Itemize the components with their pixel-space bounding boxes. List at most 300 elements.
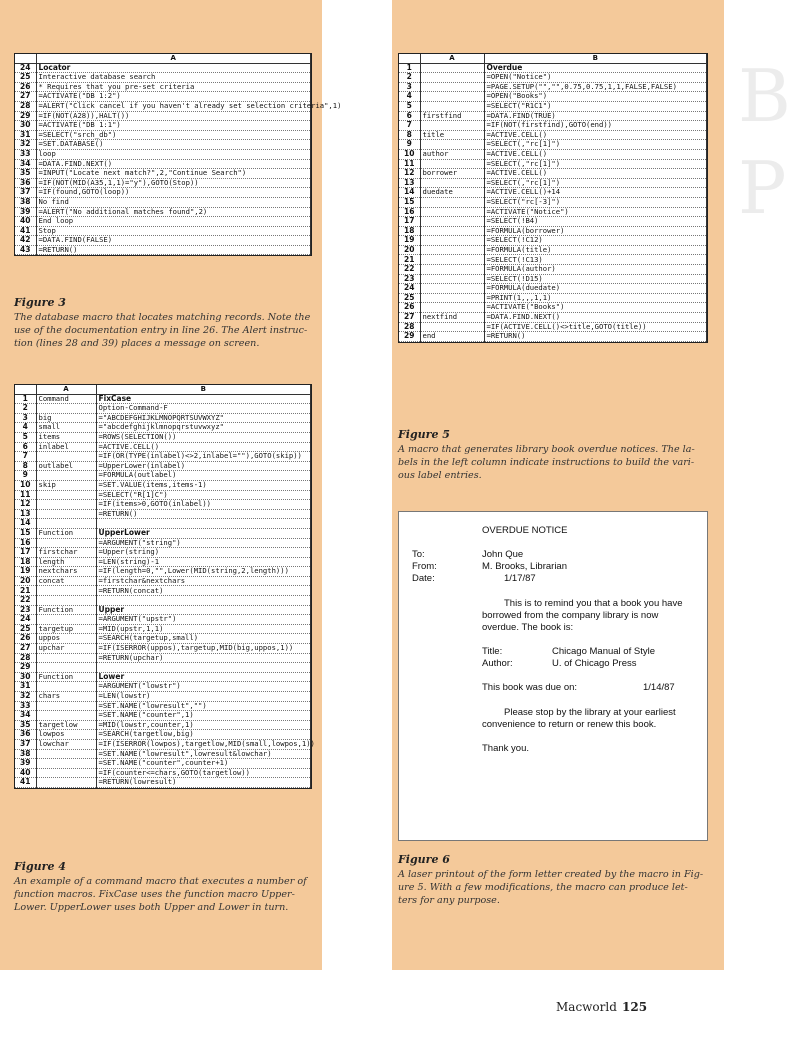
table-row [15,442,311,452]
table-row [15,111,311,121]
label-cell [36,663,96,673]
formula-cell: =FORMULA(title) [484,245,707,255]
formula-cell: =SELECT(,"rc[1]") [484,178,707,188]
row-number: 5 [15,432,36,442]
label-cell: author [420,149,484,159]
formula-cell: =SELECT(!B4) [484,217,707,227]
table-row [15,159,311,169]
row-number: 18 [15,557,36,567]
table-row [399,63,707,73]
label-cell: end [420,332,484,342]
row-number: 23 [399,274,420,284]
row-number: 30 [15,121,36,131]
table-row [15,739,311,749]
formula-cell: =DATA.FIND.NEXT() [36,159,311,169]
row-number: 7 [399,121,420,131]
formula-cell: ="ABCDEFGHIJKLMNOPQRTSUVWXYZ" [96,413,311,423]
row-number: 11 [399,159,420,169]
table-row [15,605,311,615]
formula-cell: =SELECT("srch_db") [36,130,311,140]
row-number: 27 [15,92,36,102]
table-row [399,178,707,188]
row-number: 31 [15,130,36,140]
label-cell [36,749,96,759]
table-row [15,130,311,140]
table-row [15,423,311,433]
formula-cell: =IF(ISERROR(uppos),targetup,MID(big,uppos,1)) [96,644,311,654]
row-number: 23 [15,605,36,615]
row-number: 37 [15,188,36,198]
formula-cell: =IF(NOT(A28)),HALT()) [36,111,311,121]
table-row [15,509,311,519]
label-cell [420,245,484,255]
row-number: 9 [399,140,420,150]
row-number: 28 [399,322,420,332]
label-cell [420,101,484,111]
label-cell: Command [36,394,96,404]
formula-cell: Interactive database search [36,73,311,83]
label-cell: length [36,557,96,567]
row-number: 6 [399,111,420,121]
table-row [15,682,311,692]
label-cell [420,274,484,284]
row-number: 20 [399,245,420,255]
table-row [15,490,311,500]
formula-cell: =SET.NAME("counter",1) [96,711,311,721]
row-number: 8 [15,461,36,471]
caption-line: The database macro that locates matching records. Note the [14,312,311,323]
row-number: 13 [399,178,420,188]
table-row [399,293,707,303]
caption-line: A macro that generates library book overdue notices. The la- [398,444,695,455]
row-number: 43 [15,245,36,255]
row-number: 8 [399,130,420,140]
column-header-a: A [36,54,311,63]
due-label: This book was due on: [482,682,578,693]
label-cell [420,197,484,207]
table-row [399,303,707,313]
formula-cell: UpperLower [96,528,311,538]
formula-cell: =SELECT(!D15) [484,274,707,284]
label-cell: nextchars [36,567,96,577]
formula-cell: =SEARCH(targetup,small) [96,634,311,644]
label-cell [36,759,96,769]
row-number: 10 [399,149,420,159]
column-header-b: B [484,54,707,63]
row-number: 18 [399,226,420,236]
table-row [15,178,311,188]
table-row [399,188,707,198]
table-row [15,236,311,246]
figure3-spreadsheet [14,53,342,256]
figure3-caption [14,311,314,350]
title-label: Title: [482,646,503,657]
table-row [399,82,707,92]
formula-cell: =ALERT("Click cancel if you haven't already set selection criteria",1) [36,101,311,111]
table-row [399,265,707,275]
label-cell: chars [36,692,96,702]
table-row [15,615,311,625]
figure5-spreadsheet [398,53,708,343]
table-row [399,236,707,246]
table-row [399,101,707,111]
formula-cell: =RETURN() [96,509,311,519]
formula-cell: =RETURN() [36,245,311,255]
formula-cell: =SELECT("R[1]C") [96,490,311,500]
formula-cell: =IF(items>0,GOTO(inlabel)) [96,500,311,510]
formula-cell: =UpperLower(inlabel) [96,461,311,471]
table-row [399,284,707,294]
label-cell [420,303,484,313]
row-number: 41 [15,778,36,788]
row-number: 40 [15,768,36,778]
formula-cell: =IF(NOT(firstfind),GOTO(end)) [484,121,707,131]
row-number: 20 [15,576,36,586]
label-cell: targetup [36,624,96,634]
row-number: 29 [399,332,420,342]
formula-cell: =PAGE.SETUP("","",0.75,0.75,1,1,FALSE,FALSE) [484,82,707,92]
formula-cell: =RETURN() [484,332,707,342]
label-cell [36,452,96,462]
formula-cell: =firstchar&nextchars [96,576,311,586]
formula-cell: =IF(found,GOTO(loop)) [36,188,311,198]
row-number: 19 [399,236,420,246]
caption-line: Lower. UpperLower uses both Upper and Lower in turn. [14,902,289,913]
formula-cell: =SELECT(!C13) [484,255,707,265]
due-value: 1/14/87 [643,682,675,693]
label-cell [36,586,96,596]
paragraph-line: convenience to return or renew this book. [482,719,657,730]
table-row [15,557,311,567]
table-row [15,768,311,778]
row-number: 25 [399,293,420,303]
formula-cell: =ACTIVE.CELL() [484,149,707,159]
table-row [15,480,311,490]
from-label: From: [412,561,437,572]
label-cell: lowpos [36,730,96,740]
table-row [15,720,311,730]
column-header-a: A [36,385,96,394]
formula-cell: =SEARCH(targetlow,big) [96,730,311,740]
column-header-b: B [96,385,311,394]
label-cell: concat [36,576,96,586]
row-number: 3 [399,82,420,92]
formula-cell: =RETURN(lowresult) [96,778,311,788]
row-number: 2 [399,73,420,83]
formula-cell: =LEN(string)-1 [96,557,311,567]
table-row [15,404,311,414]
row-number: 41 [15,226,36,236]
label-cell: lowchar [36,739,96,749]
label-cell: skip [36,480,96,490]
table-row [15,538,311,548]
table-row [399,226,707,236]
row-number: 36 [15,178,36,188]
label-cell [36,519,96,529]
formula-cell: Lower [96,672,311,682]
table-row [15,759,311,769]
row-number: 38 [15,749,36,759]
table-row [15,207,311,217]
row-number: 24 [399,284,420,294]
formula-cell: =DATA.FIND(FALSE) [36,236,311,246]
label-cell: nextfind [420,313,484,323]
label-cell [420,236,484,246]
formula-cell: =LEN(lowstr) [96,692,311,702]
row-number: 28 [15,101,36,111]
formula-cell: =IF(NOT(MID(A35,1,1)="y"),GOTO(Stop)) [36,178,311,188]
formula-cell: =DATA.FIND.NEXT() [484,313,707,323]
table-row [15,672,311,682]
caption-line: tion (lines 28 and 39) places a message on screen. [14,338,260,349]
row-number: 24 [15,615,36,625]
row-number: 6 [15,442,36,452]
author-label: Author: [482,658,513,669]
label-cell: firstchar [36,548,96,558]
table-row [15,413,311,423]
formula-cell: =SET.DATABASE() [36,140,311,150]
figure6-title: Figure 6 [398,853,450,866]
formula-cell: =SET.NAME("counter",counter+1) [96,759,311,769]
figure4-spreadsheet [14,384,315,789]
table-row [15,567,311,577]
label-cell: small [36,423,96,433]
corner-cell [15,54,36,63]
formula-cell: =MID(upstr,1,1) [96,624,311,634]
label-cell [420,226,484,236]
table-row [15,188,311,198]
ghost-letters: B P [738,54,791,230]
row-number: 24 [15,63,36,73]
figure5-caption [398,443,716,482]
formula-cell: =ARGUMENT("lowstr") [96,682,311,692]
caption-line: function macros. FixCase uses the function macro Upper- [14,889,295,900]
table-row [15,92,311,102]
date-value: 1/17/87 [504,573,536,584]
label-cell: inlabel [36,442,96,452]
to-label: To: [412,549,425,560]
formula-cell: Overdue [484,63,707,73]
table-row [15,586,311,596]
row-number: 1 [15,394,36,404]
formula-cell: =ACTIVATE("DB 1:2") [36,92,311,102]
figure4-title: Figure 4 [14,860,66,873]
formula-cell: =FORMULA(outlabel) [96,471,311,481]
label-cell [420,255,484,265]
row-number: 35 [15,169,36,179]
table-row [399,274,707,284]
caption-line: ters for any purpose. [398,895,500,906]
label-cell [420,178,484,188]
formula-cell: =SELECT(!C12) [484,236,707,246]
row-number: 15 [399,197,420,207]
formula-cell: =IF(length=0,"",Lower(MID(string,2,length))) [96,567,311,577]
formula-cell: =ACTIVE.CELL()+14 [484,188,707,198]
formula-cell: =ACTIVE.CELL() [484,130,707,140]
table-row [15,711,311,721]
label-cell [36,682,96,692]
row-number: 42 [15,236,36,246]
label-cell [420,284,484,294]
table-row [15,778,311,788]
closing: Thank you. [482,743,529,754]
label-cell [36,615,96,625]
formula-cell: =OPEN("Notice") [484,73,707,83]
table-row [399,121,707,131]
row-number: 33 [15,149,36,159]
table-row [15,701,311,711]
formula-cell: =DATA.FIND(TRUE) [484,111,707,121]
label-cell [36,653,96,663]
formula-cell [96,596,311,606]
row-number: 39 [15,759,36,769]
row-number: 36 [15,730,36,740]
row-number: 16 [399,207,420,217]
row-number: 34 [15,711,36,721]
row-number: 17 [399,217,420,227]
table-row [399,169,707,179]
formula-cell: =Upper(string) [96,548,311,558]
figure6-caption [398,868,716,907]
caption-line: An example of a command macro that executes a number of [14,876,307,887]
label-cell: big [36,413,96,423]
row-number: 15 [15,528,36,538]
label-cell [36,768,96,778]
row-number: 4 [399,92,420,102]
row-number: 12 [15,500,36,510]
row-number: 26 [15,634,36,644]
table-row [15,500,311,510]
row-number: 29 [15,663,36,673]
table-row [15,624,311,634]
table-row [399,149,707,159]
table-row [15,692,311,702]
table-row [15,519,311,529]
table-row [399,255,707,265]
label-cell [420,159,484,169]
formula-cell: =ARGUMENT("string") [96,538,311,548]
from-value: M. Brooks, Librarian [482,561,568,572]
formula-cell [96,519,311,529]
label-cell [36,711,96,721]
figure3-title: Figure 3 [14,296,66,309]
row-number: 13 [15,509,36,519]
row-number: 3 [15,413,36,423]
label-cell: Function [36,528,96,538]
row-number: 26 [399,303,420,313]
row-number: 5 [399,101,420,111]
formula-cell: =FORMULA(author) [484,265,707,275]
label-cell [420,322,484,332]
row-number: 22 [15,596,36,606]
label-cell: borrower [420,169,484,179]
caption-line: A laser printout of the form letter created by the macro in Fig- [398,869,704,880]
label-cell [36,538,96,548]
table-row [399,313,707,323]
label-cell [36,500,96,510]
label-cell: upchar [36,644,96,654]
row-number: 39 [15,207,36,217]
paragraph-line: Please stop by the library at your earliest [504,707,676,718]
row-number: 32 [15,692,36,702]
overdue-notice-letter [398,511,708,841]
formula-cell: =RETURN(concat) [96,586,311,596]
table-row [399,140,707,150]
formula-cell: =ACTIVATE("DB 1:1") [36,121,311,131]
figure4-caption [14,875,314,914]
row-number: 28 [15,653,36,663]
table-row [15,663,311,673]
label-cell [420,92,484,102]
caption-line: bels in the left column indicate instructions to build the vari- [398,457,695,468]
formula-cell: No find [36,197,311,207]
author-value: U. of Chicago Press [552,658,637,669]
caption-line: use of the documentation entry in line 26. The Alert instruc- [14,325,308,336]
caption-line: ure 5. With a few modifications, the macro can produce let- [398,882,688,893]
table-row [399,207,707,217]
row-number: 40 [15,217,36,227]
row-number: 29 [15,111,36,121]
formula-cell: Stop [36,226,311,236]
table-row [15,82,311,92]
formula-cell: =IF(ACTIVE.CELL()<>title,GOTO(title)) [484,322,707,332]
row-number: 22 [399,265,420,275]
caption-line: ous label entries. [398,470,482,481]
table-row [15,63,311,73]
formula-cell: loop [36,149,311,159]
letter-heading: OVERDUE NOTICE [482,525,568,536]
table-row [15,471,311,481]
footer-magazine: Macworld [556,1000,617,1014]
table-row [15,452,311,462]
formula-cell: =SET.NAME("lowresult",lowresult&lowchar) [96,749,311,759]
formula-cell: =FORMULA(duedate) [484,284,707,294]
label-cell: duedate [420,188,484,198]
row-number: 16 [15,538,36,548]
label-cell: targetlow [36,720,96,730]
title-value: Chicago Manual of Style [552,646,655,657]
row-number: 17 [15,548,36,558]
table-row [15,653,311,663]
row-number: 21 [15,586,36,596]
row-number: 32 [15,140,36,150]
formula-cell: Option-Command-F [96,404,311,414]
formula-cell: Locator [36,63,311,73]
table-row [399,92,707,102]
row-number: 37 [15,739,36,749]
row-number: 38 [15,197,36,207]
formula-cell: =SELECT(,"rc[1]") [484,159,707,169]
table-row [15,576,311,586]
row-number: 1 [399,63,420,73]
table-row [399,332,707,342]
table-row [399,322,707,332]
row-number: 12 [399,169,420,179]
label-cell [420,217,484,227]
label-cell [420,140,484,150]
table-row [15,548,311,558]
label-cell [420,121,484,131]
formula-cell: ="abcdefghijklmnopqrstuvwxyz" [96,423,311,433]
label-cell [36,778,96,788]
footer-page-number: 125 [622,1000,648,1014]
label-cell: uppos [36,634,96,644]
row-number: 14 [15,519,36,529]
label-cell [420,265,484,275]
formula-cell: =PRINT(1,,,1,1) [484,293,707,303]
table-row [15,528,311,538]
label-cell: items [36,432,96,442]
